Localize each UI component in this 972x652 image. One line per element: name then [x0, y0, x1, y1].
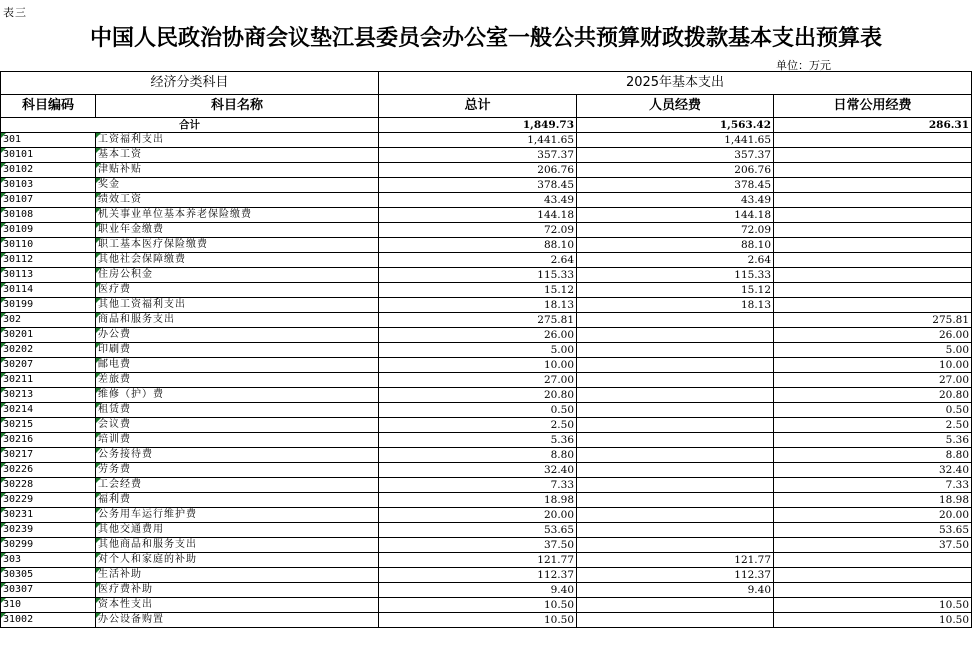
- table-row: [1, 283, 972, 298]
- row-total: 1,441.65: [379, 133, 577, 148]
- row-name: 其他社会保障缴费: [96, 253, 379, 268]
- row-code: 303: [1, 553, 96, 568]
- row-code: 310: [1, 598, 96, 613]
- row-code: 30228: [1, 478, 96, 493]
- row-personnel: 112.37: [577, 568, 774, 583]
- row-code: 301: [1, 133, 96, 148]
- row-code: 30103: [1, 178, 96, 193]
- row-personnel: 206.76: [577, 163, 774, 178]
- row-personnel: 378.45: [577, 178, 774, 193]
- row-code: 30114: [1, 283, 96, 298]
- row-total: 53.65: [379, 523, 577, 538]
- row-code: 30113: [1, 268, 96, 283]
- row-total: 378.45: [379, 178, 577, 193]
- row-total: 275.81: [379, 313, 577, 328]
- row-total: 10.50: [379, 613, 577, 628]
- row-total: 112.37: [379, 568, 577, 583]
- total-row: [1, 118, 972, 133]
- table-row: [1, 508, 972, 523]
- row-public: 27.00: [774, 373, 972, 388]
- row-public: [774, 583, 972, 598]
- row-total: 121.77: [379, 553, 577, 568]
- row-name: 维修（护）费: [96, 388, 379, 403]
- row-public: 0.50: [774, 403, 972, 418]
- row-total: 5.00: [379, 343, 577, 358]
- header-row-group: [1, 72, 972, 95]
- row-personnel: 121.77: [577, 553, 774, 568]
- row-code: 30214: [1, 403, 96, 418]
- table-row: [1, 313, 972, 328]
- table-row: [1, 358, 972, 373]
- table-row: [1, 523, 972, 538]
- row-personnel: 43.49: [577, 193, 774, 208]
- table-number-label: 表三: [3, 6, 27, 19]
- row-total: 20.00: [379, 508, 577, 523]
- table-row: [1, 418, 972, 433]
- total-label: 合计: [1, 118, 379, 133]
- table-row: [1, 328, 972, 343]
- table-row: [1, 193, 972, 208]
- row-code: 302: [1, 313, 96, 328]
- row-public: 8.80: [774, 448, 972, 463]
- row-code: 30101: [1, 148, 96, 163]
- row-name: 资本性支出: [96, 598, 379, 613]
- row-name: 福利费: [96, 493, 379, 508]
- row-name: 医疗费补助: [96, 583, 379, 598]
- row-total: 5.36: [379, 433, 577, 448]
- row-public: 37.50: [774, 538, 972, 553]
- row-code: 30215: [1, 418, 96, 433]
- row-total: 115.33: [379, 268, 577, 283]
- row-public: 20.00: [774, 508, 972, 523]
- table-row: [1, 343, 972, 358]
- row-name: 机关事业单位基本养老保险缴费: [96, 208, 379, 223]
- row-total: 0.50: [379, 403, 577, 418]
- row-public: [774, 238, 972, 253]
- row-personnel: [577, 523, 774, 538]
- row-personnel: [577, 388, 774, 403]
- row-total: 18.98: [379, 493, 577, 508]
- table-row: [1, 268, 972, 283]
- row-total: 15.12: [379, 283, 577, 298]
- row-code: 30201: [1, 328, 96, 343]
- row-personnel: [577, 373, 774, 388]
- header-public: 日常公用经费: [774, 95, 972, 118]
- table-row: [1, 598, 972, 613]
- row-name: 职工基本医疗保险缴费: [96, 238, 379, 253]
- table-row: [1, 448, 972, 463]
- header-row-columns: [1, 95, 972, 118]
- row-code: 30216: [1, 433, 96, 448]
- table-row: [1, 148, 972, 163]
- table-row: [1, 388, 972, 403]
- table-row: [1, 133, 972, 148]
- total-personnel: 1,563.42: [577, 118, 774, 133]
- row-total: 2.50: [379, 418, 577, 433]
- table-row: [1, 208, 972, 223]
- row-personnel: [577, 613, 774, 628]
- row-total: 144.18: [379, 208, 577, 223]
- row-personnel: [577, 403, 774, 418]
- row-name: 住房公积金: [96, 268, 379, 283]
- row-name: 办公设备购置: [96, 613, 379, 628]
- row-total: 2.64: [379, 253, 577, 268]
- row-personnel: 9.40: [577, 583, 774, 598]
- row-name: 劳务费: [96, 463, 379, 478]
- row-name: 基本工资: [96, 148, 379, 163]
- row-public: 5.00: [774, 343, 972, 358]
- header-code: 科目编码: [1, 95, 96, 118]
- row-public: 53.65: [774, 523, 972, 538]
- row-code: 30110: [1, 238, 96, 253]
- row-name: 公务接待费: [96, 448, 379, 463]
- row-personnel: 2.64: [577, 253, 774, 268]
- table-row: [1, 613, 972, 628]
- table-row: [1, 373, 972, 388]
- row-code: 30213: [1, 388, 96, 403]
- row-public: [774, 568, 972, 583]
- row-name: 生活补助: [96, 568, 379, 583]
- row-total: 26.00: [379, 328, 577, 343]
- row-code: 30202: [1, 343, 96, 358]
- table-row: [1, 163, 972, 178]
- table-row: [1, 223, 972, 238]
- row-name: 奖金: [96, 178, 379, 193]
- row-public: 32.40: [774, 463, 972, 478]
- row-name: 邮电费: [96, 358, 379, 373]
- row-name: 其他商品和服务支出: [96, 538, 379, 553]
- table-row: [1, 538, 972, 553]
- header-economic-classification: 经济分类科目: [1, 72, 379, 95]
- table-row: [1, 553, 972, 568]
- row-personnel: 18.13: [577, 298, 774, 313]
- total-total: 1,849.73: [379, 118, 577, 133]
- row-code: 30211: [1, 373, 96, 388]
- table-row: [1, 583, 972, 598]
- row-total: 18.13: [379, 298, 577, 313]
- table-row: [1, 253, 972, 268]
- row-public: [774, 178, 972, 193]
- row-code: 30299: [1, 538, 96, 553]
- row-personnel: [577, 433, 774, 448]
- row-total: 357.37: [379, 148, 577, 163]
- row-public: [774, 268, 972, 283]
- table-row: [1, 433, 972, 448]
- row-public: [774, 283, 972, 298]
- row-name: 工会经费: [96, 478, 379, 493]
- row-name: 培训费: [96, 433, 379, 448]
- header-personnel: 人员经费: [577, 95, 774, 118]
- row-personnel: 115.33: [577, 268, 774, 283]
- row-personnel: 88.10: [577, 238, 774, 253]
- row-personnel: [577, 418, 774, 433]
- table-row: [1, 463, 972, 478]
- row-personnel: [577, 493, 774, 508]
- row-personnel: [577, 463, 774, 478]
- row-code: 30108: [1, 208, 96, 223]
- row-public: 2.50: [774, 418, 972, 433]
- table-row: [1, 178, 972, 193]
- row-public: 7.33: [774, 478, 972, 493]
- row-public: 5.36: [774, 433, 972, 448]
- budget-table: [0, 71, 972, 628]
- row-name: 差旅费: [96, 373, 379, 388]
- row-public: 10.00: [774, 358, 972, 373]
- row-name: 租赁费: [96, 403, 379, 418]
- table-row: [1, 403, 972, 418]
- row-public: [774, 208, 972, 223]
- row-name: 工资福利支出: [96, 133, 379, 148]
- header-name: 科目名称: [96, 95, 379, 118]
- table-row: [1, 478, 972, 493]
- row-personnel: [577, 478, 774, 493]
- row-code: 30112: [1, 253, 96, 268]
- row-public: 10.50: [774, 598, 972, 613]
- row-personnel: 72.09: [577, 223, 774, 238]
- header-total: 总计: [379, 95, 577, 118]
- row-total: 10.00: [379, 358, 577, 373]
- row-total: 206.76: [379, 163, 577, 178]
- row-name: 对个人和家庭的补助: [96, 553, 379, 568]
- table-row: [1, 568, 972, 583]
- row-public: 275.81: [774, 313, 972, 328]
- row-personnel: 15.12: [577, 283, 774, 298]
- row-name: 商品和服务支出: [96, 313, 379, 328]
- row-total: 27.00: [379, 373, 577, 388]
- row-name: 职业年金缴费: [96, 223, 379, 238]
- row-name: 其他工资福利支出: [96, 298, 379, 313]
- row-public: 26.00: [774, 328, 972, 343]
- row-personnel: 1,441.65: [577, 133, 774, 148]
- row-personnel: [577, 598, 774, 613]
- row-name: 津贴补贴: [96, 163, 379, 178]
- row-personnel: [577, 448, 774, 463]
- row-public: [774, 163, 972, 178]
- row-code: 30102: [1, 163, 96, 178]
- row-total: 10.50: [379, 598, 577, 613]
- row-name: 其他交通费用: [96, 523, 379, 538]
- row-name: 办公费: [96, 328, 379, 343]
- table-row: [1, 238, 972, 253]
- row-code: 30307: [1, 583, 96, 598]
- row-total: 43.49: [379, 193, 577, 208]
- row-total: 37.50: [379, 538, 577, 553]
- row-code: 31002: [1, 613, 96, 628]
- row-personnel: [577, 328, 774, 343]
- row-public: 20.80: [774, 388, 972, 403]
- row-public: [774, 298, 972, 313]
- row-code: 30239: [1, 523, 96, 538]
- row-total: 72.09: [379, 223, 577, 238]
- row-public: [774, 253, 972, 268]
- row-code: 30107: [1, 193, 96, 208]
- row-personnel: 144.18: [577, 208, 774, 223]
- row-public: [774, 553, 972, 568]
- row-public: [774, 133, 972, 148]
- row-code: 30217: [1, 448, 96, 463]
- row-total: 9.40: [379, 583, 577, 598]
- row-name: 绩效工资: [96, 193, 379, 208]
- row-code: 30199: [1, 298, 96, 313]
- row-total: 32.40: [379, 463, 577, 478]
- row-total: 8.80: [379, 448, 577, 463]
- table-row: [1, 493, 972, 508]
- row-name: 公务用车运行维护费: [96, 508, 379, 523]
- row-personnel: [577, 343, 774, 358]
- row-public: [774, 193, 972, 208]
- row-personnel: [577, 508, 774, 523]
- row-name: 印刷费: [96, 343, 379, 358]
- row-personnel: 357.37: [577, 148, 774, 163]
- total-public: 286.31: [774, 118, 972, 133]
- row-personnel: [577, 538, 774, 553]
- row-total: 88.10: [379, 238, 577, 253]
- row-public: 10.50: [774, 613, 972, 628]
- row-personnel: [577, 358, 774, 373]
- row-code: 30305: [1, 568, 96, 583]
- table-row: [1, 298, 972, 313]
- unit-label: 单位：万元: [776, 59, 831, 72]
- row-public: 18.98: [774, 493, 972, 508]
- row-public: [774, 223, 972, 238]
- row-name: 医疗费: [96, 283, 379, 298]
- row-name: 会议费: [96, 418, 379, 433]
- row-code: 30231: [1, 508, 96, 523]
- row-code: 30109: [1, 223, 96, 238]
- row-total: 20.80: [379, 388, 577, 403]
- row-personnel: [577, 313, 774, 328]
- row-code: 30229: [1, 493, 96, 508]
- row-code: 30207: [1, 358, 96, 373]
- row-public: [774, 148, 972, 163]
- row-code: 30226: [1, 463, 96, 478]
- row-total: 7.33: [379, 478, 577, 493]
- page-title: 中国人民政治协商会议垫江县委员会办公室一般公共预算财政拨款基本支出预算表: [89, 25, 882, 51]
- header-basic-expenditure: 2025年基本支出: [379, 72, 972, 95]
